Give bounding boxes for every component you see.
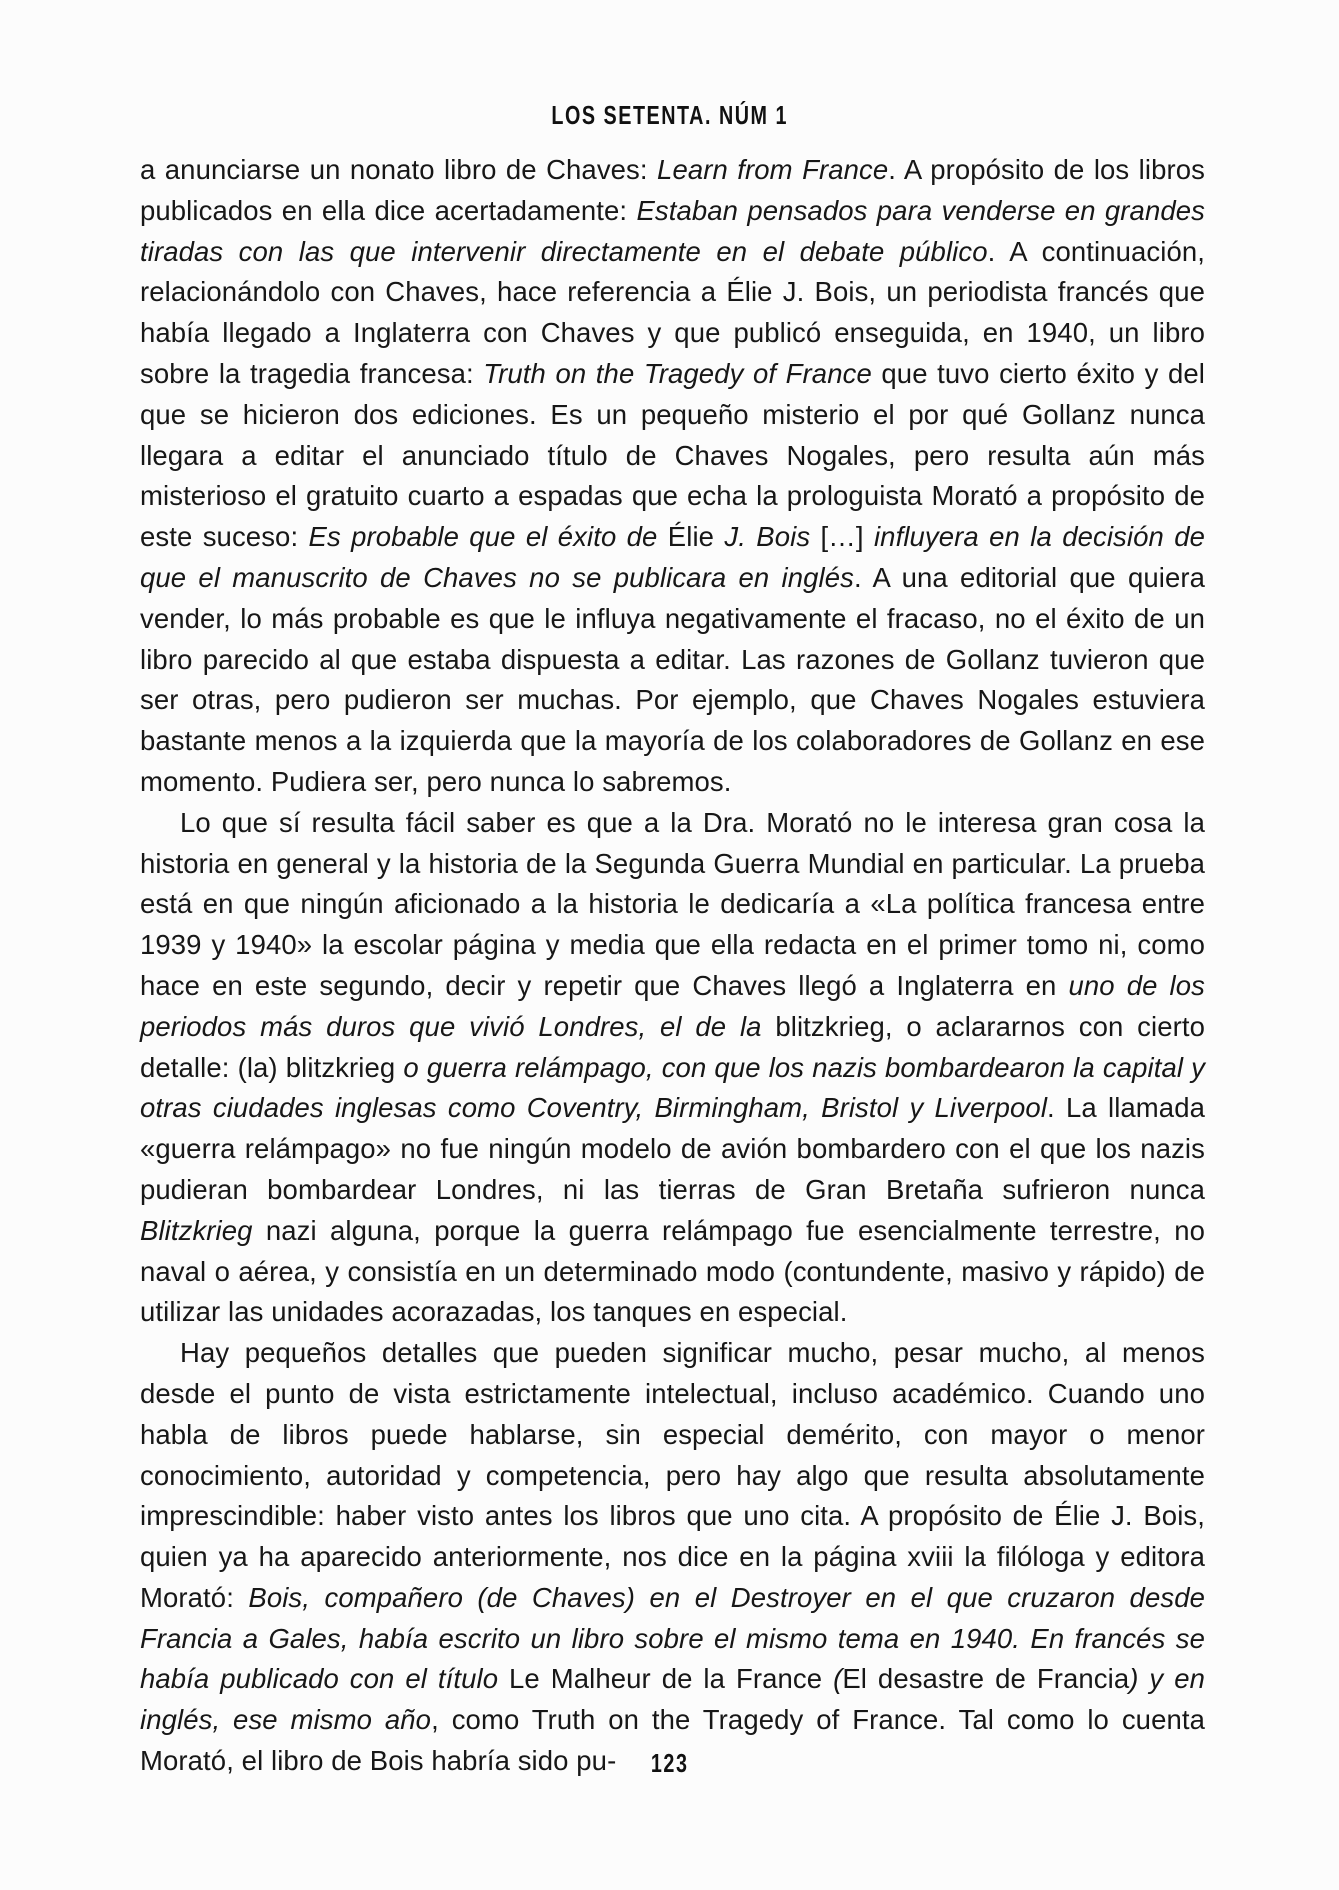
italic-text-segment: influyera en la decisión de que el manuscrito de Chaves no se publicara en inglés — [140, 521, 1206, 593]
text-segment: . A continuación, relacionándolo con Chaves, hace referencia a Élie J. Bois, un periodista francés que había llegado a Inglaterra con Chaves y que publicó enseguida, en 1940, un libro sobre la tragedia francesa: — [140, 235, 1205, 389]
italic-text-segment: uno de los periodos más duros que vivió Londres, el de la — [140, 969, 1206, 1042]
text-segment: […] — [820, 521, 874, 553]
text-segment: . A una editorial que quiera vender, lo más probable es que le influya negativamente el fracaso, no el éxito de un libro parecido al que estaba dispuesta a editar. Las razones de Gollanz tuvieron que ser otras, pero pudieron ser muchas. Por ejemplo, que Chaves Nogales estuviera bastante menos a la izquierda que la mayoría de los colaboradores de Gollanz en ese momento. Pudiera ser, pero nunca lo sabremos. — [140, 561, 1205, 797]
italic-text-segment: Estaban pensados para venderse en grandes tiradas con las que intervenir directamente en el debate público — [140, 194, 1205, 267]
italic-text-segment: Learn from France — [657, 154, 889, 185]
text-segment: Le Malheur de la France — [509, 1663, 834, 1695]
paragraph — [140, 150, 1205, 803]
text-segment: , como Truth on the Tragedy of France. Tal como lo cuenta Morató, el libro de Bois habría sido pu- — [140, 1704, 1205, 1777]
text-segment: . La llamada «guerra relámpago» no fue ningún modelo de avión bombardero con el que los nazis pudieran bombardear Londres, ni las tierras de Gran Bretaña sufrieron nunca — [140, 1092, 1205, 1205]
italic-text-segment: Bois, compañero (de Chaves) en el Destroyer en el que cruzaron desde Francia a Gales, había escrito un libro sobre el mismo tema en 1940. En francés se había publicado con el título — [140, 1581, 1205, 1695]
text-segment: Lo que sí resulta fácil saber es que a la Dra. Morató no le interesa gran cosa la historia en general y la historia de la Segunda Guerra Mundial en particular. La prueba está en que ningún aficionado a la historia le dedicaría a «La política francesa entre 1939 y 1940» la escolar página y media que ella redacta en el primer tomo ni, como hace en este segundo, decir y repetir que Chaves llegó a Inglaterra en — [140, 806, 1205, 1001]
body-text — [140, 150, 1205, 1782]
text-segment: a anunciarse un nonato libro de Chaves: — [140, 154, 658, 185]
paragraph — [140, 1333, 1205, 1782]
paragraph — [140, 803, 1205, 1333]
italic-text-segment: J. Bois — [724, 521, 821, 553]
text-segment: El desastre de Francia — [842, 1663, 1130, 1695]
italic-text-segment: ) y en inglés, ese mismo año — [140, 1663, 1205, 1736]
italic-text-segment: Truth on the Tragedy of France — [483, 357, 872, 389]
text-segment: Hay pequeños detalles que pueden significar mucho, pesar mucho, al menos desde el punto de vista estrictamente intelectual, incluso académico. Cuando uno habla de libros puede hablarse, sin especial demérito, con mayor o menor conocimiento, autoridad y competencia, pero hay algo que resulta absolutamente imprescindible: haber visto antes los libros que uno cita. A propósito de Élie J. Bois, quien ya ha aparecido anteriormente, nos dice en la página xviii la filóloga y editora Morató: — [140, 1337, 1205, 1613]
italic-text-segment: o guerra relámpago, con que los nazis bombardearon la capital y otras ciudades inglesas como Coventry, Birmingham, Bristol y Liverpool — [140, 1051, 1205, 1124]
text-segment: nazi alguna, porque la guerra relámpago fue esencialmente terrestre, no naval o aérea, y consistía en un determinado modo (contundente, masivo y rápido) de utilizar las unidades acorazadas, los tanques en especial. — [140, 1214, 1205, 1328]
italic-text-segment: Es probable que el éxito de — [308, 521, 668, 553]
text-segment: Élie — [667, 521, 725, 553]
text-segment: blitzkrieg, o aclararnos con cierto detalle: (la) blitzkrieg — [140, 1010, 1205, 1083]
page-number-container — [0, 1748, 1339, 1779]
italic-text-segment: Blitzkrieg — [140, 1214, 253, 1246]
page-number: 123 — [650, 1748, 689, 1778]
running-head — [0, 100, 1339, 131]
text-segment: que tuvo cierto éxito y del que se hicieron dos ediciones. Es un pequeño misterio el por qué Gollanz nunca llegara a editar el anunciado título de Chaves Nogales, pero resulta aún más misterioso el gratuito cuarto a espadas que echa la prologuista Morató a propósito de este suceso: — [140, 357, 1205, 553]
text-segment: . A propósito de los libros publicados en ella dice acertadamente: — [140, 154, 1205, 226]
italic-text-segment: ( — [833, 1663, 843, 1695]
journal-title: LOS SETENTA. NÚM 1 — [551, 100, 788, 130]
